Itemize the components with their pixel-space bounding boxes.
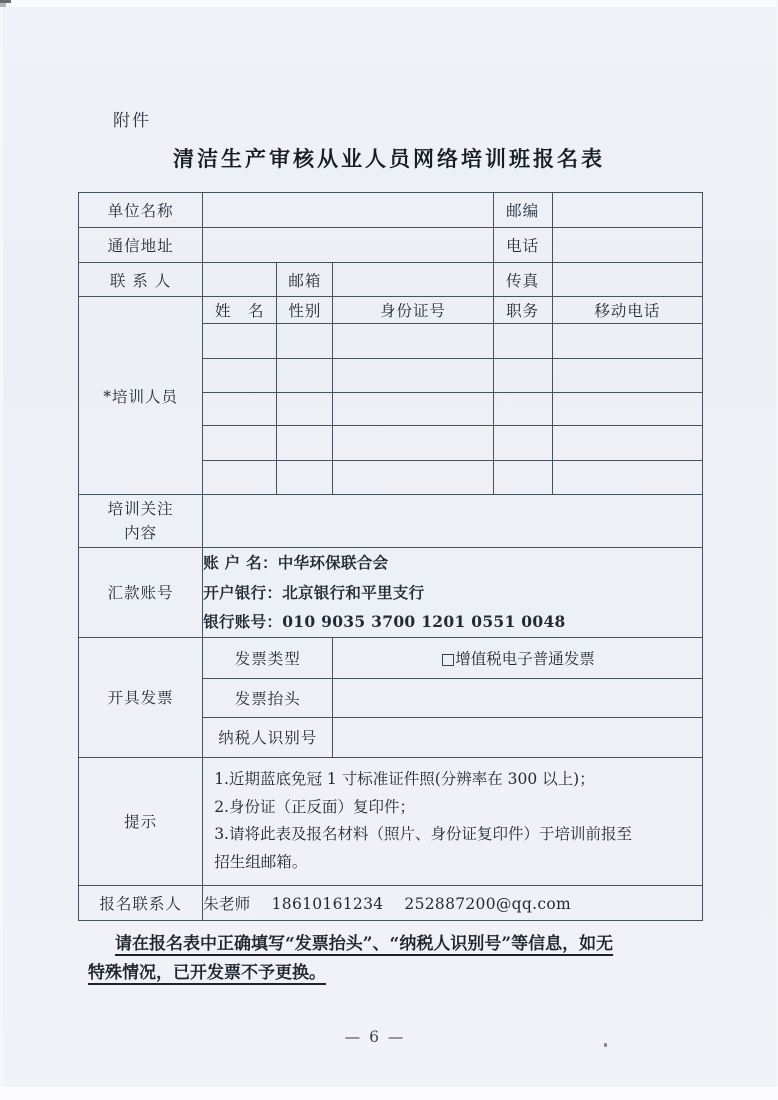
- postal-code-field: [552, 193, 702, 228]
- row-unit-name: [79, 193, 703, 228]
- trainee-cell: [552, 359, 702, 393]
- trainee-cell: [493, 461, 552, 495]
- training-focus-label-line2: 内容: [124, 524, 158, 542]
- registration-contact-text: 朱老师 18610161234 252887200@qq.com: [203, 894, 571, 913]
- invoice-title-field: [333, 678, 703, 717]
- trainee-cell: [203, 359, 277, 393]
- row-tips: [79, 757, 703, 885]
- tips-line-3: 3.请将此表及报名材料（照片、身份证复印件）于培训前报至: [214, 825, 632, 843]
- trainee-cell: [333, 393, 493, 426]
- trainee-cell: [552, 393, 702, 426]
- attachment-label: 附件: [113, 111, 151, 131]
- trainee-cell: [203, 393, 277, 426]
- trainee-cell: [493, 393, 552, 426]
- unit-name-label: 单位名称: [79, 193, 203, 228]
- postal-code-label: 邮编: [493, 193, 552, 228]
- trainee-cell: [493, 426, 552, 461]
- row-training-focus: [79, 495, 703, 548]
- remittance-details: [203, 548, 703, 638]
- footnote: [88, 930, 708, 988]
- trainee-cell: [333, 426, 493, 461]
- trainee-col-name: 姓 名: [203, 297, 277, 324]
- email-field: [333, 263, 493, 297]
- scan-artifact-speck: [0, 2, 6, 7]
- form-title: 清洁生产审核从业人员网络培训班报名表: [173, 147, 605, 171]
- tips-line-2: 2.身份证（正反面）复印件；: [214, 797, 415, 816]
- taxpayer-id-label: 纳税人识别号: [203, 717, 333, 757]
- invoice-type-value: □增值税电子普通发票: [333, 637, 703, 678]
- unit-name-field: [203, 193, 493, 228]
- trainee-cell: [333, 324, 493, 359]
- footnote-line2: 特殊情况，已开发票不予更换。: [88, 963, 326, 983]
- row-remittance: [79, 548, 703, 638]
- row-address: [79, 228, 703, 263]
- page-number: — 6 —: [344, 1028, 406, 1046]
- training-focus-label-line1: 培训关注: [107, 500, 174, 518]
- tips-line-1: 1.近期蓝底免冠 1 寸标准证件照(分辨率在 300 以上)；: [214, 770, 595, 788]
- trainee-col-position: 职务: [493, 297, 552, 324]
- trainee-col-id-number: 身份证号: [333, 297, 493, 324]
- training-focus-field: [203, 495, 703, 548]
- remittance-bank: 开户银行：北京银行和平里支行: [203, 582, 425, 602]
- phone-field: [552, 228, 702, 263]
- trainees-label: *培训人员: [79, 297, 203, 495]
- training-focus-label: [79, 495, 203, 548]
- email-label: 邮箱: [277, 263, 333, 297]
- fax-label: 传真: [493, 263, 552, 297]
- tips-line-4: 招生组邮箱。: [214, 852, 308, 871]
- remittance-account-number: 银行账号：010 9035 3700 1201 0551 0048: [203, 612, 566, 631]
- registration-form-table: [78, 192, 703, 921]
- trainee-cell: [277, 426, 333, 461]
- scan-edge-top: [0, 0, 778, 7]
- trainee-cell: [333, 359, 493, 393]
- trainee-cell: [277, 359, 333, 393]
- contact-label: 联 系 人: [79, 263, 203, 297]
- fax-field: [552, 263, 702, 297]
- phone-label: 电话: [493, 228, 552, 263]
- footnote-line1: 请在报名表中正确填写“发票抬头”、“纳税人识别号”等信息，如无: [115, 934, 614, 954]
- trainee-cell: [203, 324, 277, 359]
- invoice-type-label: 发票类型: [203, 637, 333, 678]
- row-registration-contact: [79, 885, 703, 920]
- address-label: 通信地址: [79, 228, 203, 263]
- address-field: [203, 228, 493, 263]
- taxpayer-id-field: [333, 717, 703, 757]
- remittance-account-name: 账 户 名：中华环保联合会: [203, 553, 389, 572]
- trainee-col-gender: 性别: [277, 297, 333, 324]
- trainee-cell: [552, 426, 702, 461]
- trainee-cell: [277, 393, 333, 426]
- invoice-label: 开具发票: [79, 637, 203, 757]
- row-contact: [79, 263, 703, 297]
- trainee-cell: [493, 359, 552, 393]
- registration-contact-value: [203, 885, 703, 920]
- row-trainee-header: [79, 297, 703, 324]
- registration-contact-label: 报名联系人: [79, 885, 203, 920]
- trainee-col-mobile: 移动电话: [552, 297, 702, 324]
- remittance-label: 汇款账号: [79, 548, 203, 638]
- trainee-cell: [552, 461, 702, 495]
- trainee-cell: [552, 324, 702, 359]
- invoice-title-label: 发票抬头: [203, 678, 333, 717]
- scan-edge-bottom: [0, 1087, 778, 1100]
- trainee-cell: [333, 461, 493, 495]
- tips-label: 提示: [79, 757, 203, 885]
- trainee-cell: [277, 461, 333, 495]
- trainee-cell: [493, 324, 552, 359]
- trainee-cell: [277, 324, 333, 359]
- contact-field: [203, 263, 277, 297]
- trainee-cell: [203, 426, 277, 461]
- row-invoice-type: [79, 637, 703, 678]
- tips-content: [203, 757, 703, 885]
- trainee-cell: [203, 461, 277, 495]
